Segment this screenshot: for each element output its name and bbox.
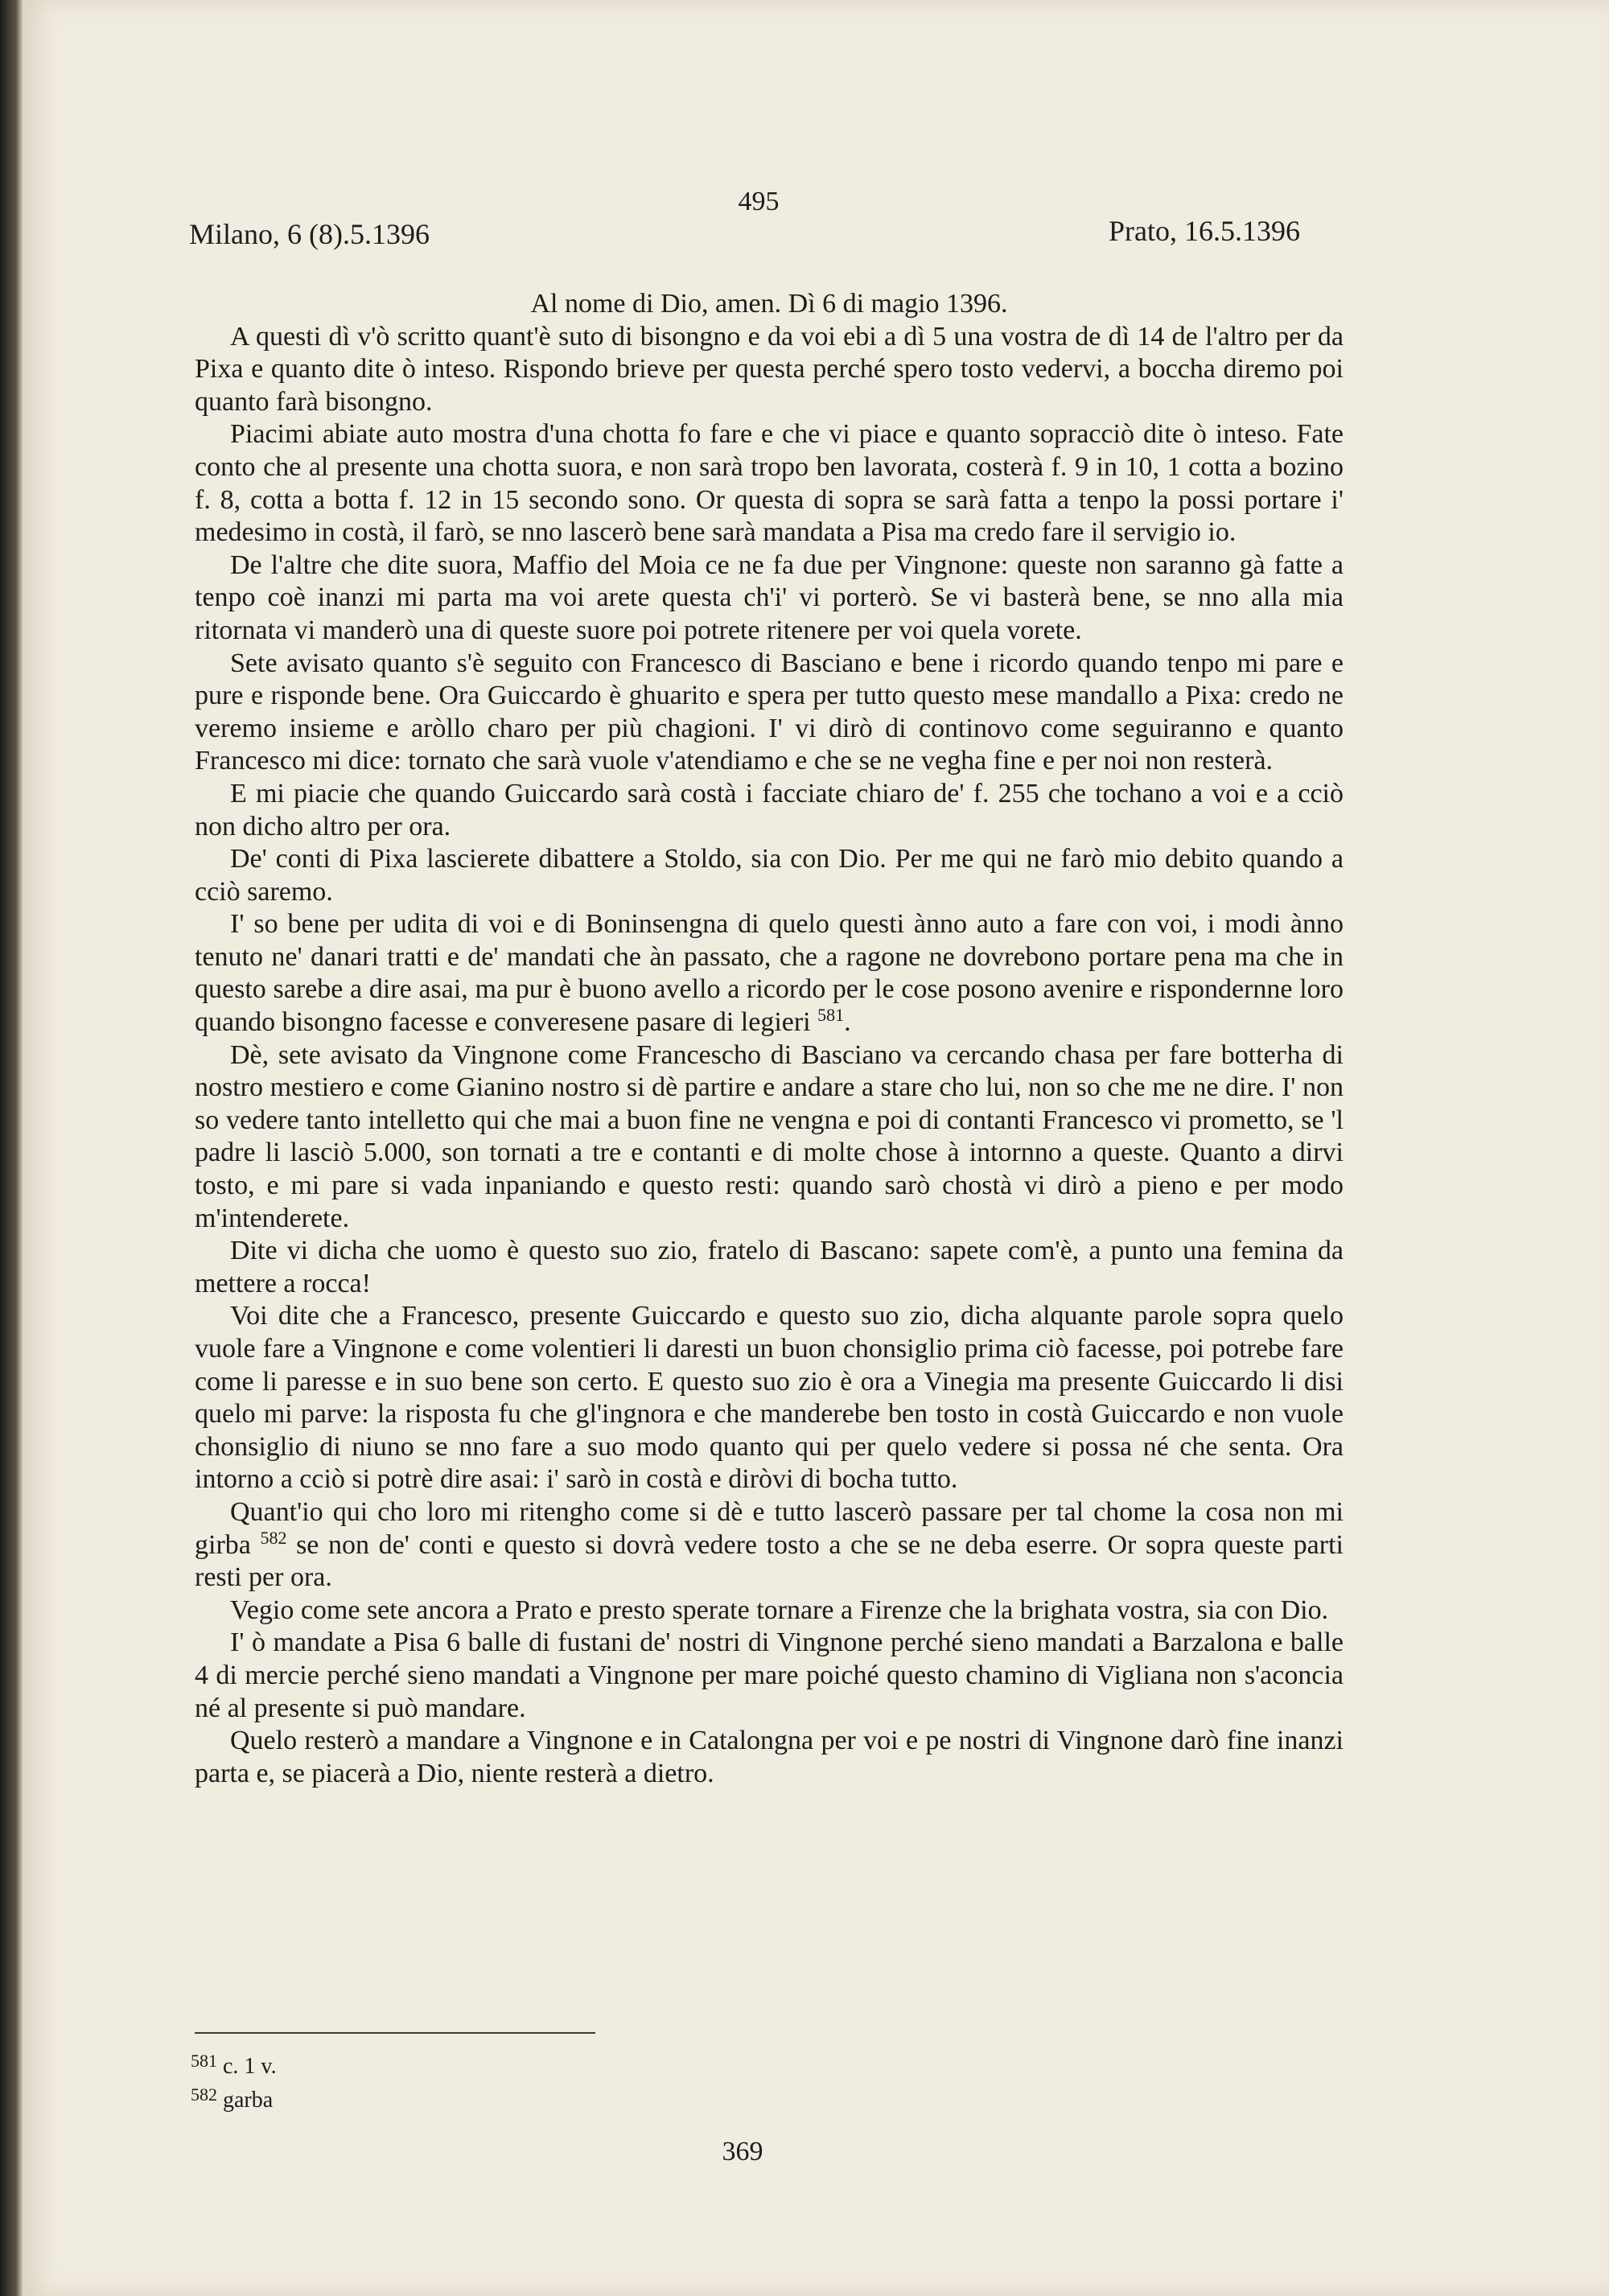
footnote-text: c. 1 v. bbox=[223, 2054, 277, 2079]
document-page bbox=[23, 0, 1609, 2296]
footnotes bbox=[191, 2050, 277, 2117]
paragraph: De' conti di Pixa lascierete dibattere a Stoldo, sia con Dio. Per me qui ne farò mio debito quando a cciò saremo. bbox=[195, 844, 1344, 907]
paragraph: I' so bene per udita di voi e di Boninsengna di quelo questi ànno auto a fare con voi, i modi ànno tenuto ne' danari tratti e de' mandati che àn passato, che a ragone ne dovrebono portare pena ma che in questo sarebe a dire asai, ma pur è buono avello a ricordo per le cose posono avenire e rispondernne loro quando bisongno facesse e converesene pasare di legieri $^{581}$. bbox=[195, 909, 1344, 1038]
book-spine-shadow bbox=[0, 0, 23, 2296]
sender-place-date: Milano, 6 (8).5.1396 bbox=[189, 218, 430, 250]
paragraph: Voi dite che a Francesco, presente Guiccardo e questo suo zio, dicha alquante parole sopra quelo vuole fare a Vingnone e come volentieri li daresti un buon chonsiglio prima ciò facesse, poi potrebe fare come li paresse e in suo bene son certo. E questo suo zio è ora a Vinegia ma presente Guiccardo li disi quelo mi parve: la risposta fu che gl'ingnora e che manderebe ben tosto in costà Guiccardo e non vuole chonsiglio di niuno se nno fare a suo modo quanto qui per quelo vedere si possa né che senta. Ora intorno a cciò si potrè dire asai: i' sarò in costà e diròvi di bocha tutto. bbox=[195, 1301, 1344, 1495]
footnote-divider bbox=[195, 2032, 595, 2034]
footnote-ref-582[interactable]: 582 bbox=[260, 1527, 287, 1548]
recipient-place-date: Prato, 16.5.1396 bbox=[1109, 215, 1300, 247]
paragraph: Quelo resterò a mandare a Vingnone e in Catalongna per voi e pe nostri di Vingnone darò fine inanzi parta e, se piacerà a Dio, niente resterà a dietro. bbox=[195, 1726, 1344, 1788]
footnote bbox=[191, 2050, 277, 2084]
paragraph: Dè, sete avisato da Vingnone come Francescho di Basciano va cercando chasa per fare botteгha di nostro mestiero e come Gianino nostro si dè partire e andare a stare cho lui, non so che me ne dire. I' non so vedere tanto intelletto qui che mai a buon fine ne vengna e poi di contanti Francesco vi prometto, se 'l padre li lasciò 5.000, son tornati a tre e contanti e di molte chose à intornno a queste. Quanto a dirvi tosto, e mi pare si vada inpaniando e questo resti: quando sarò chostà vi dirò a pieno e per modo m'intenderete. bbox=[195, 1039, 1344, 1233]
paragraph: E mi piacie che quando Guiccardo sarà costà i facciate chiaro de' f. 255 che tochano a voi e a cciò non dicho altro per ora. bbox=[195, 778, 1344, 841]
footnote-ref-581[interactable]: 581 bbox=[817, 1005, 845, 1026]
paragraph: Sete avisato quanto s'è seguito con Francesco di Basciano e bene i ricordo quando tenpo mi pare e pure e risponde bene. Ora Guiccardo è ghuarito e spera per tutto questo mese mandallo a Pixa: credo ne veremo insieme e aròllo charo per più chagioni. I' vi dirò di continovo come seguiranno e quanto Francesco mi dice: tornato che sarà vuole v'atendiamo e che se ne vegha fine e per noi non resterà. bbox=[195, 648, 1344, 776]
footnote-number: 582 bbox=[191, 2084, 217, 2105]
footnote-number: 581 bbox=[191, 2051, 217, 2071]
letter-number: 495 bbox=[738, 187, 780, 216]
paragraph: De l'altre che dite suora, Maffio del Moia ce ne fa due per Vingnone: queste non saranno gà fatte a tenpo coè inanzi mi parta ma voi arete questa ch'i' vi porterò. Se vi basterà bene, se nno alla mia ritornata vi manderò una di queste suore poi potrete ritenere per voi quela vorete. bbox=[195, 549, 1344, 645]
salutation: Al nome di Dio, amen. Dì 6 di magio 1396. bbox=[530, 289, 1008, 319]
letter-body bbox=[195, 288, 1344, 1790]
paragraph: Dite vi dicha che uomo è questo suo zio, fratelo di Bascano: sapete com'è, a punto una femina da mettere a rocca! bbox=[195, 1236, 1344, 1298]
paragraph: Vegio come sete ancora a Prato e presto sperate tornare a Firenze che la brighata vostra, sia con Dio. bbox=[230, 1594, 1329, 1625]
paragraph-text: se non de' conti e questo si dovrà vedere tosto a che se ne deba eserre. Or sopra queste parti resti per ora. bbox=[195, 1529, 1344, 1593]
paragraph: A questi dì v'ò scritto quant'è suto di bisongno e da voi ebi a dì 5 una vostra de dì 14 de l'altro per da Pixa e quanto dite ò inteso. Rispondo brieve per questa perché spero tosto vedervi, a boccha diremo poi quanto farà bisongno. bbox=[195, 321, 1344, 417]
paragraph bbox=[195, 1496, 1344, 1594]
paragraph-text: I' so bene per udita di voi e di Boninsengna di quelo questi ànno auto a fare con voi, i modi ànno tenuto ne' danari tratti e de' mandati che àn passato, che a ragone ne dovrebono portare pena ma che in questo sarebe a dire asai, ma pur è buono avello a ricordo per le cose posono avenire e rispondernne loro quando bisongno facesse e converesene pasare di legieri bbox=[195, 909, 1344, 1038]
paragraph: Piacimi abiate auto mostra d'una chotta fo fare e che vi piace e quanto sopracciò dite ò inteso. Fate conto che al presente una chotta suora, e non sarà tropo ben lavorata, costerà f. 9 in 10, 1 cotta a bozino f. 8, cotta a botta f. 12 in 15 secondo sono. Or questa di sopra se sarà fatta a tenpo la possi portare i' medesimo in costà, il farò, se nno lascerò bene sarà mandata a Pisa ma credo fare il servigio io. bbox=[195, 419, 1344, 548]
footnote bbox=[191, 2084, 277, 2117]
footnote-text: garba bbox=[223, 2088, 274, 2113]
paragraph: I' ò mandate a Pisa 6 balle di fustani de' nostri di Vingnone perché sieno mandati a Barzalona e balle 4 di mercie perché sieno mandati a Vingnone per mare poiché questo chamino di Vigliana non s'aconcia né al presente si può mandare. bbox=[195, 1627, 1344, 1723]
paragraph-text: Quant'io qui cho loro mi ritengho come si dè e tutto lascerò passare per tal chome la cosa non mi girba bbox=[195, 1496, 1344, 1560]
page-number: 369 bbox=[722, 2137, 763, 2166]
